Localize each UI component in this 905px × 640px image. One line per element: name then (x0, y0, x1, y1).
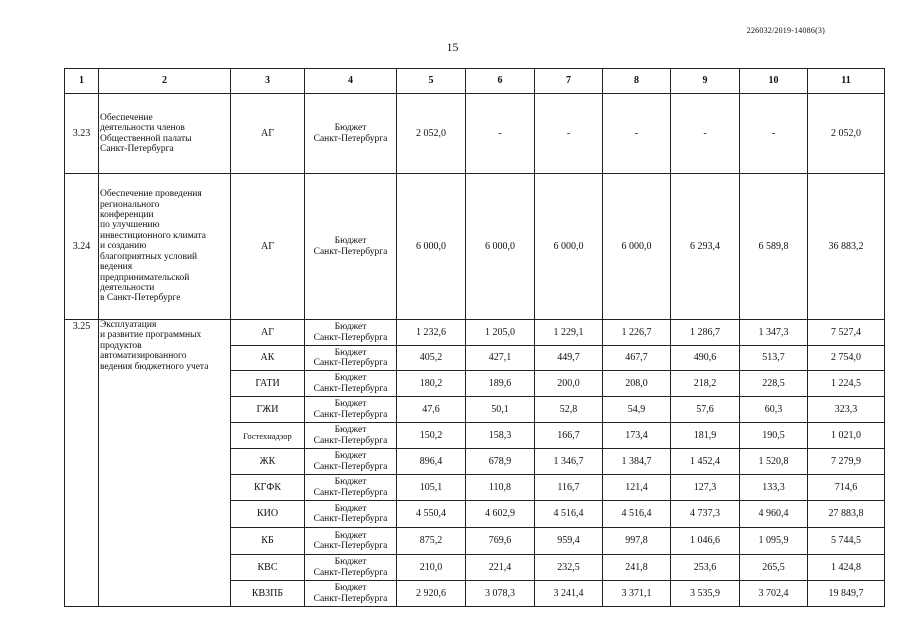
value-col-9: 490,6 (671, 346, 740, 371)
value-col-10: 513,7 (740, 346, 808, 371)
table-row (65, 94, 885, 174)
item-name-line: деятельности (100, 282, 155, 293)
value-col-5: 6 000,0 (397, 174, 466, 320)
executor-org: АГ (231, 320, 305, 346)
executor-org: АГ (231, 94, 305, 174)
value-col-8: 1 384,7 (603, 449, 671, 475)
value-col-6: 4 602,9 (466, 501, 535, 528)
item-name-line: и созданию (100, 241, 147, 252)
funding-source-line: Санкт-Петербурга (313, 133, 388, 144)
executor-org: ГЖИ (231, 397, 305, 423)
executor-org: АГ (231, 174, 305, 320)
executor-org: КБ (231, 528, 305, 555)
funding-source-line: Санкт-Петербурга (313, 487, 388, 498)
value-col-9: 6 293,4 (671, 174, 740, 320)
value-col-9: 181,9 (671, 423, 740, 449)
item-name-line: автоматизированного (100, 351, 187, 362)
funding-source-line: Бюджет (334, 322, 367, 332)
column-header-9: 9 (671, 69, 740, 94)
column-header-5: 5 (397, 69, 466, 94)
funding-source-line: Бюджет (334, 373, 367, 383)
item-number: 3.25 (65, 320, 99, 607)
page-number: 15 (446, 40, 459, 54)
value-col-11: 1 424,8 (808, 555, 885, 581)
funding-source-line: Бюджет (334, 451, 367, 461)
value-col-6: 6 000,0 (466, 174, 535, 320)
value-col-7: 1 346,7 (535, 449, 603, 475)
item-name (99, 174, 231, 320)
funding-source-line: Санкт-Петербурга (313, 246, 388, 257)
funding-source-line: Бюджет (334, 477, 367, 487)
item-name-line: в Санкт-Петербурге (100, 293, 181, 304)
funding-source-line: Бюджет (334, 123, 367, 133)
value-col-8: 241,8 (603, 555, 671, 581)
funding-source (305, 346, 397, 371)
item-name (99, 94, 231, 174)
column-header-3: 3 (231, 69, 305, 94)
table-row (65, 320, 885, 346)
funding-source (305, 581, 397, 607)
executor-org: ЖК (231, 449, 305, 475)
value-col-9: 1 046,6 (671, 528, 740, 555)
funding-source (305, 371, 397, 397)
executor-org: Гостехнадзор (231, 423, 305, 449)
funding-source-line: Санкт-Петербурга (313, 332, 388, 343)
value-col-6: 50,1 (466, 397, 535, 423)
item-name (99, 320, 231, 607)
executor-org: КВС (231, 555, 305, 581)
value-col-7: 6 000,0 (535, 174, 603, 320)
value-col-5: 2 052,0 (397, 94, 466, 174)
value-col-8: 54,9 (603, 397, 671, 423)
value-col-6: 221,4 (466, 555, 535, 581)
item-name-line: Обеспечение (100, 112, 153, 123)
value-col-8: 6 000,0 (603, 174, 671, 320)
document-id: 226032/2019-14086(3) (746, 26, 825, 35)
value-col-10: 1 520,8 (740, 449, 808, 475)
value-col-8: 121,4 (603, 475, 671, 501)
funding-source-line: Санкт-Петербурга (313, 593, 388, 604)
executor-org: КГФК (231, 475, 305, 501)
funding-source-line: Санкт-Петербурга (313, 514, 388, 524)
value-col-11: 1 224,5 (808, 371, 885, 397)
value-col-5: 405,2 (397, 346, 466, 371)
column-header-7: 7 (535, 69, 603, 94)
value-col-7: 116,7 (535, 475, 603, 501)
funding-source-line: Санкт-Петербурга (313, 461, 388, 472)
value-col-11: 7 527,4 (808, 320, 885, 346)
value-col-9: 4 737,3 (671, 501, 740, 528)
column-header-4: 4 (305, 69, 397, 94)
funding-source (305, 174, 397, 320)
value-col-11: 714,6 (808, 475, 885, 501)
value-col-10: - (740, 94, 808, 174)
value-col-10: 1 347,3 (740, 320, 808, 346)
value-col-11: 7 279,9 (808, 449, 885, 475)
item-name-line: предпринимательской (100, 272, 190, 283)
value-col-10: 1 095,9 (740, 528, 808, 555)
value-col-10: 3 702,4 (740, 581, 808, 607)
value-col-6: 678,9 (466, 449, 535, 475)
value-col-5: 896,4 (397, 449, 466, 475)
value-col-11: 36 883,2 (808, 174, 885, 320)
executor-org: АК (231, 346, 305, 371)
executor-org: ГАТИ (231, 371, 305, 397)
value-col-5: 2 920,6 (397, 581, 466, 607)
value-col-7: 200,0 (535, 371, 603, 397)
value-col-6: 110,8 (466, 475, 535, 501)
funding-source-line: Санкт-Петербурга (313, 541, 388, 551)
column-header-1: 1 (65, 69, 99, 94)
value-col-5: 210,0 (397, 555, 466, 581)
table-body (65, 69, 885, 607)
value-col-10: 133,3 (740, 475, 808, 501)
funding-source-line: Бюджет (334, 583, 367, 593)
value-col-10: 265,5 (740, 555, 808, 581)
funding-source-line: Бюджет (334, 530, 367, 541)
value-col-7: 52,8 (535, 397, 603, 423)
value-col-8: 3 371,1 (603, 581, 671, 607)
executor-org: КИО (231, 501, 305, 528)
value-col-5: 875,2 (397, 528, 466, 555)
funding-source-line: Бюджет (334, 503, 367, 514)
value-col-6: - (466, 94, 535, 174)
value-col-8: 997,8 (603, 528, 671, 555)
funding-source-line: Санкт-Петербурга (313, 383, 388, 394)
item-name-line: продуктов (100, 340, 142, 351)
column-header-2: 2 (99, 69, 231, 94)
value-col-6: 158,3 (466, 423, 535, 449)
funding-source (305, 501, 397, 528)
value-col-5: 47,6 (397, 397, 466, 423)
value-col-10: 190,5 (740, 423, 808, 449)
budget-table (64, 68, 885, 607)
value-col-9: - (671, 94, 740, 174)
funding-source (305, 320, 397, 346)
value-col-9: 1 452,4 (671, 449, 740, 475)
item-name-line: регионального (100, 199, 160, 210)
item-name-line: Эксплуатация (100, 320, 157, 330)
value-col-5: 105,1 (397, 475, 466, 501)
value-col-11: 1 021,0 (808, 423, 885, 449)
funding-source-line: Бюджет (334, 236, 367, 246)
value-col-10: 4 960,4 (740, 501, 808, 528)
value-col-6: 3 078,3 (466, 581, 535, 607)
value-col-5: 150,2 (397, 423, 466, 449)
executor-org: КВЗПБ (231, 581, 305, 607)
value-col-11: 5 744,5 (808, 528, 885, 555)
value-col-7: 959,4 (535, 528, 603, 555)
item-name-line: и развитие программных (100, 330, 202, 341)
item-name-line: ведения (100, 262, 133, 273)
value-col-9: 3 535,9 (671, 581, 740, 607)
item-name-line: инвестиционного климата (100, 230, 206, 241)
funding-source (305, 528, 397, 555)
column-header-11: 11 (808, 69, 885, 94)
funding-source (305, 423, 397, 449)
value-col-6: 427,1 (466, 346, 535, 371)
table-row (65, 174, 885, 320)
value-col-9: 253,6 (671, 555, 740, 581)
value-col-8: 173,4 (603, 423, 671, 449)
value-col-8: 208,0 (603, 371, 671, 397)
item-name-line: Общественной палаты (100, 133, 192, 144)
column-header-8: 8 (603, 69, 671, 94)
value-col-8: 467,7 (603, 346, 671, 371)
funding-source-line: Санкт-Петербурга (313, 435, 388, 446)
value-col-9: 127,3 (671, 475, 740, 501)
value-col-7: 3 241,4 (535, 581, 603, 607)
value-col-11: 27 883,8 (808, 501, 885, 528)
value-col-7: 166,7 (535, 423, 603, 449)
value-col-9: 218,2 (671, 371, 740, 397)
funding-source (305, 94, 397, 174)
funding-source (305, 555, 397, 581)
funding-source-line: Санкт-Петербурга (313, 567, 388, 578)
value-col-7: 1 229,1 (535, 320, 603, 346)
funding-source-line: Бюджет (334, 425, 367, 435)
value-col-5: 4 550,4 (397, 501, 466, 528)
funding-source-line: Бюджет (334, 399, 367, 409)
value-col-8: - (603, 94, 671, 174)
item-name-line: по улучшению (100, 220, 160, 231)
value-col-7: 4 516,4 (535, 501, 603, 528)
funding-source (305, 449, 397, 475)
funding-source-line: Бюджет (334, 557, 367, 567)
funding-source (305, 475, 397, 501)
value-col-7: - (535, 94, 603, 174)
item-number: 3.23 (65, 94, 99, 174)
value-col-9: 1 286,7 (671, 320, 740, 346)
value-col-11: 323,3 (808, 397, 885, 423)
column-header-6: 6 (466, 69, 535, 94)
value-col-7: 232,5 (535, 555, 603, 581)
table-header-row (65, 69, 885, 94)
value-col-7: 449,7 (535, 346, 603, 371)
item-name-line: деятельности членов (100, 123, 185, 134)
column-header-10: 10 (740, 69, 808, 94)
value-col-8: 1 226,7 (603, 320, 671, 346)
item-number: 3.24 (65, 174, 99, 320)
value-col-10: 228,5 (740, 371, 808, 397)
item-name-line: Санкт-Петербурга (100, 143, 174, 154)
value-col-5: 180,2 (397, 371, 466, 397)
item-name-line: ведения бюджетного учета (100, 361, 209, 372)
value-col-11: 2 052,0 (808, 94, 885, 174)
funding-source (305, 397, 397, 423)
value-col-10: 6 589,8 (740, 174, 808, 320)
value-col-9: 57,6 (671, 397, 740, 423)
value-col-6: 769,6 (466, 528, 535, 555)
value-col-8: 4 516,4 (603, 501, 671, 528)
item-name-line: конференции (100, 210, 154, 221)
value-col-6: 189,6 (466, 371, 535, 397)
value-col-5: 1 232,6 (397, 320, 466, 346)
value-col-11: 19 849,7 (808, 581, 885, 607)
funding-source-line: Бюджет (334, 347, 367, 358)
item-name-line: Обеспечение проведения (100, 189, 202, 200)
value-col-11: 2 754,0 (808, 346, 885, 371)
item-name-line: благоприятных условий (100, 251, 198, 262)
funding-source-line: Санкт-Петербурга (313, 409, 388, 420)
value-col-6: 1 205,0 (466, 320, 535, 346)
funding-source-line: Санкт-Петербурга (313, 358, 388, 368)
value-col-10: 60,3 (740, 397, 808, 423)
